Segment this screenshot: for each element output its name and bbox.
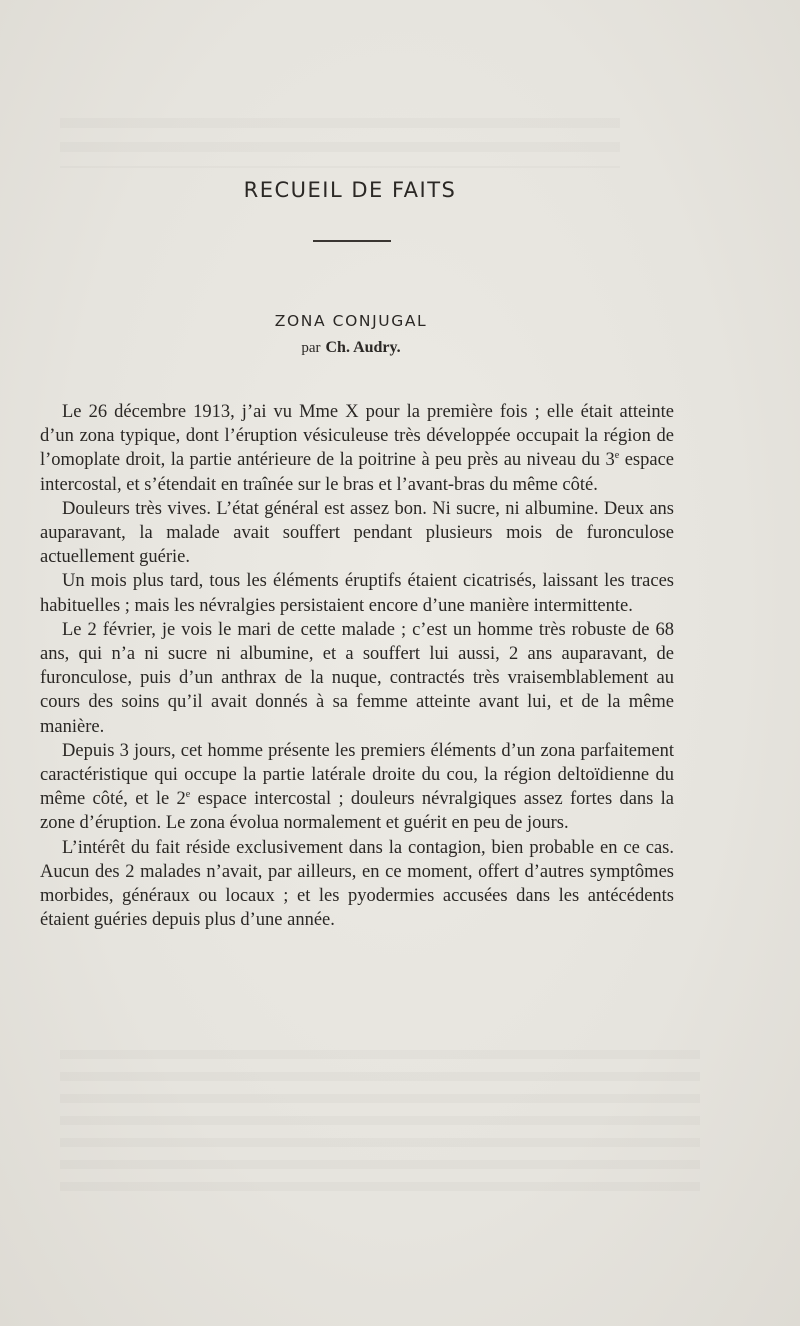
section-title: RECUEIL DE FAITS (243, 178, 457, 202)
paragraph-text: L’intérêt du fait réside exclusivement dans la contagion, bien probable en ce cas. Aucun des 2 malades n’avait, par ailleurs, en ce moment, offert d’autres symptômes morbides, généraux ou locaux ; et les pyodermies accusées dans les antécédents étaient guéries depuis plus d’une année. (40, 837, 674, 931)
ordinal-superscript: e (614, 450, 620, 462)
paragraph (40, 497, 674, 570)
paragraph (40, 569, 674, 617)
paragraph-text: Un mois plus tard, tous les éléments éruptifs étaient cicatrisés, laissant les traces habituelles ; mais les névralgies persistaient encore d’une manière intermittente. (40, 571, 674, 616)
title-divider (313, 240, 391, 242)
paragraph-text: Douleurs très vives. L’état général est assez bon. Ni sucre, ni albumine. Deux ans auparavant, la malade avait souffert pendant plusieurs mois de furonculose actuellement guérie. (40, 498, 674, 568)
paragraph (40, 400, 674, 497)
article-body (40, 400, 674, 932)
paragraph-text: Le 26 décembre 1913, j’ai vu Mme X pour la première fois ; elle était atteinte d’un zona typique, dont l’éruption vésiculeuse très développée occupait la région de l’omoplate droit, la partie antérieure de la poitrine à peu près au niveau du 3 (40, 402, 674, 471)
paragraph (40, 618, 674, 739)
paragraph-text: Depuis 3 jours, cet homme présente les premiers éléments d’un zona parfaitement caractéristique qui occupe la partie latérale droite du cou, la région deltoïdienne du même côté, et le 2 (40, 740, 674, 810)
ordinal-superscript: e (185, 789, 191, 801)
show-through-block-top (60, 118, 620, 168)
byline-author: Ch. Audry. (325, 339, 401, 356)
paragraph (40, 836, 674, 933)
show-through-block-bottom (60, 1050, 700, 1200)
paragraph (40, 739, 674, 836)
byline (0, 338, 702, 357)
paragraph-text: espace intercostal ; douleurs névralgiques assez fortes dans la zone d’éruption. Le zona évolua normalement et guérit en peu de jours. (40, 789, 674, 834)
paragraph-text: Le 2 février, je vois le mari de cette malade ; c’est un homme très robuste de 68 ans, qui n’a ni sucre ni albumine, et a souffert lui aussi, 2 ans auparavant, de furonculose, puis d’un anthrax de la nuque, contractés très vraisemblablement au cours des soins qu’il avait donnés à sa femme atteinte avant lui, et de la même manière. (40, 619, 674, 737)
paragraph-text: espace intercostal, et s’étendait en traînée sur le bras et l’avant-bras du même côté. (40, 450, 674, 495)
byline-prefix: par (301, 340, 321, 356)
article-title: ZONA CONJUGAL (274, 312, 428, 330)
